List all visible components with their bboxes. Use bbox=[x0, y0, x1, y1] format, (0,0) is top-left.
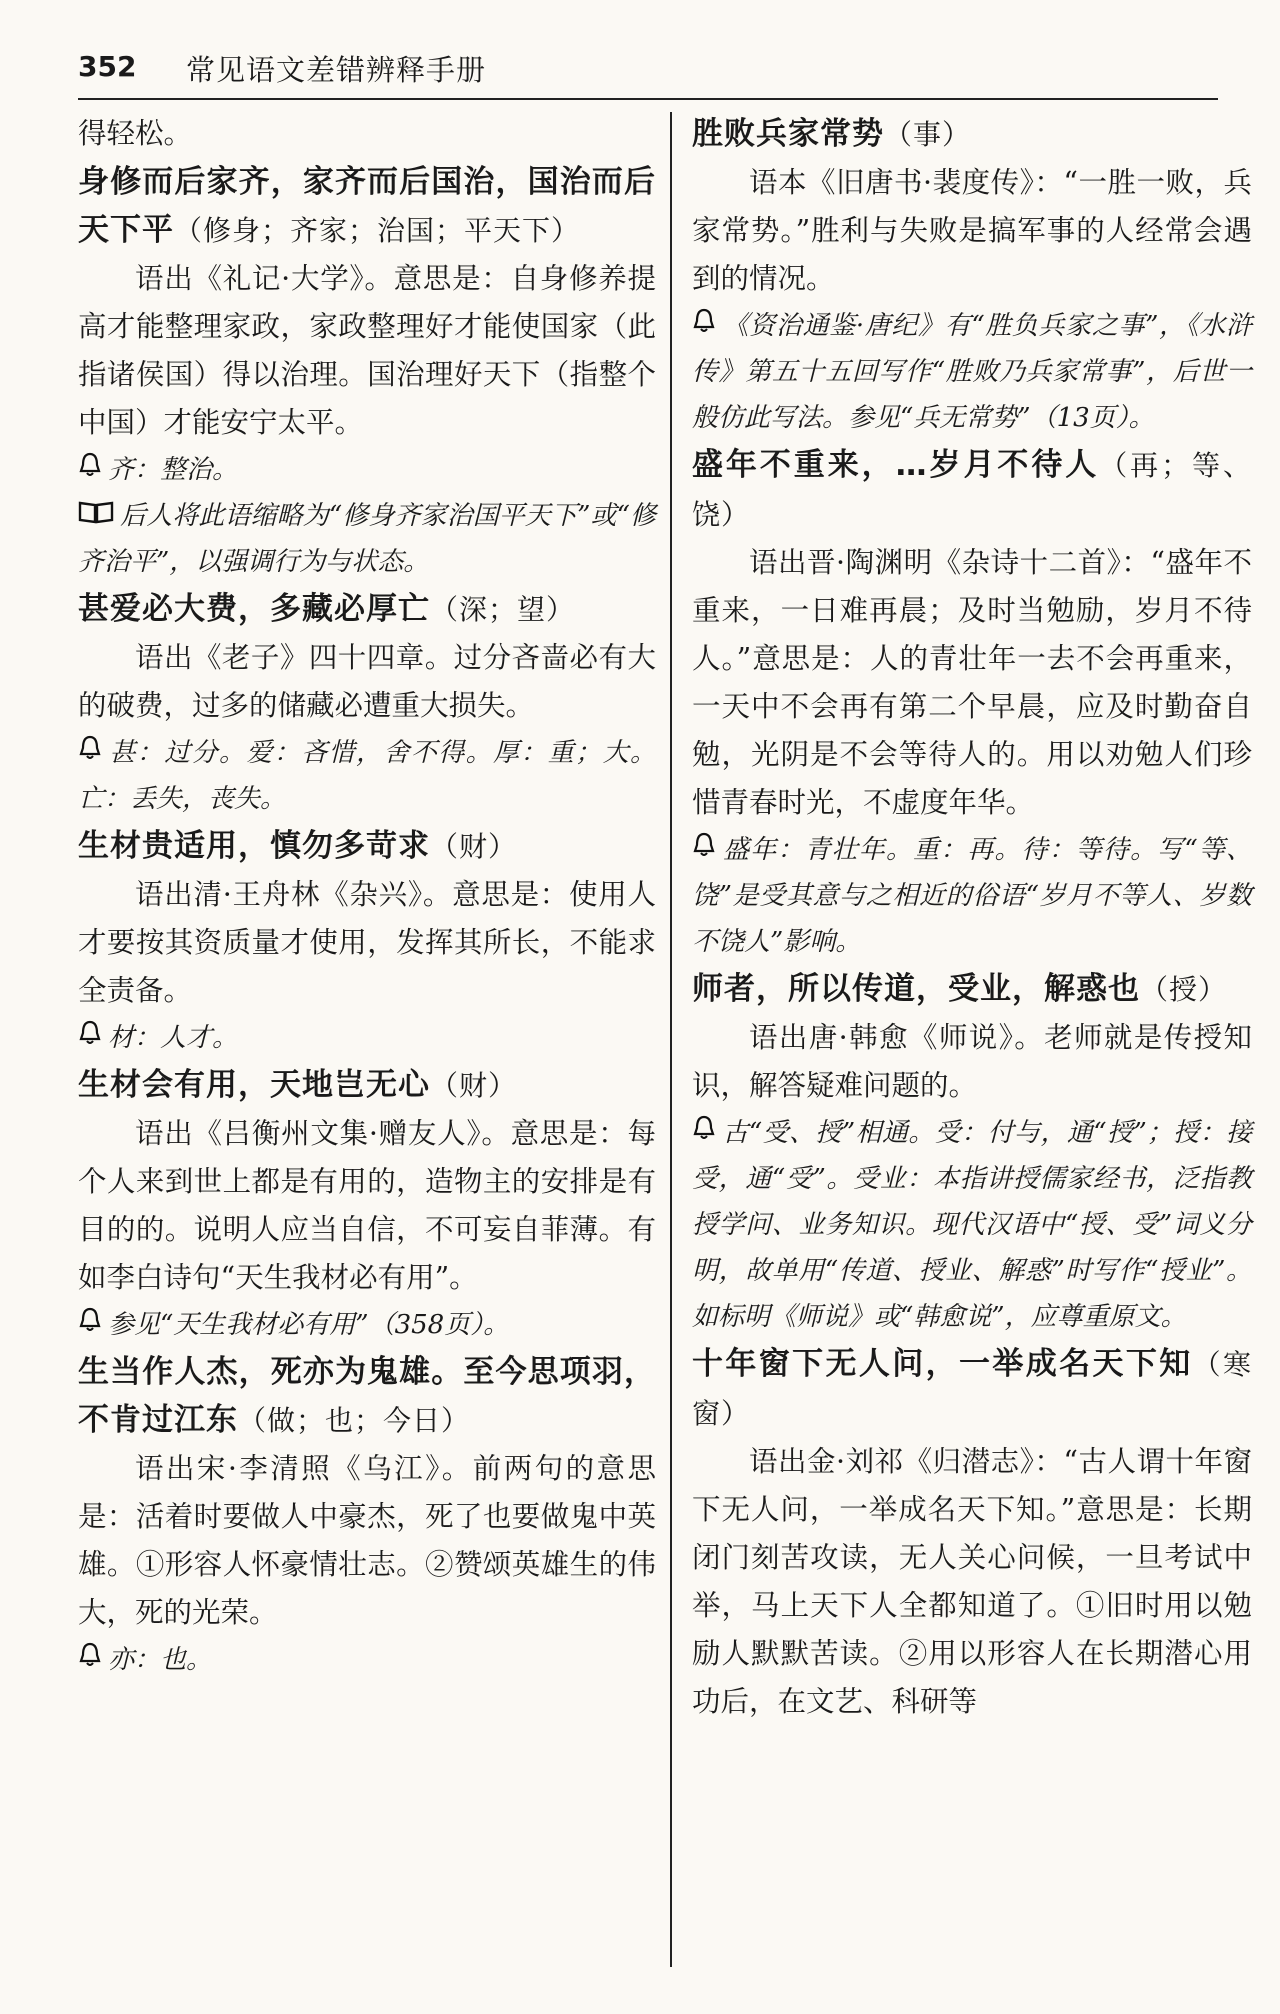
note-paragraph bbox=[78, 447, 656, 493]
right-column bbox=[692, 110, 1252, 1726]
bell-icon bbox=[692, 1110, 716, 1156]
note-text: 齐：整治。 bbox=[108, 455, 239, 485]
entry-title: 生当作人杰，死亦为鬼雄。至今思项羽，不肯过江东 bbox=[78, 1354, 656, 1438]
entry-correction-tag: （寒窗） bbox=[692, 1348, 1252, 1430]
bell-icon bbox=[78, 447, 102, 493]
body-paragraph: 语出晋·陶渊明《杂诗十二首》：“盛年不重来，一日难再晨；及时当勉励，岁月不待人。”意思是：人的青壮年一去不会再重来，一天中不会再有第二个早晨，应及时勤奋自勉，光阴是不会等待人的。用以劝勉人们珍惜青春时光，不虚度年华。 bbox=[692, 546, 1252, 819]
note-text: 参见“天生我材必有用”（358页）。 bbox=[108, 1310, 510, 1340]
body-paragraph: 语出《礼记·大学》。意思是：自身修养提高才能整理家政，家政整理好才能使国家（此指诸侯国）得以治理。国治理好天下（指整个中国）才能安宁太平。 bbox=[78, 262, 656, 439]
entry-correction-tag: （修身；齐家；治国；平天下） bbox=[174, 214, 581, 247]
body-paragraph: 语出《吕衡州文集·赠友人》。意思是：每个人来到世上都是有用的，造物主的安排是有目的的。说明人应当自信，不可妄自菲薄。有如李白诗句“天生我材必有用”。 bbox=[78, 1117, 656, 1294]
note-text: 后人将此语缩略为“修身齐家治国平天下”或“修齐治平”，以强调行为与状态。 bbox=[78, 501, 656, 577]
bell-icon bbox=[78, 1015, 102, 1061]
note-paragraph bbox=[78, 1637, 656, 1683]
note-paragraph bbox=[78, 730, 656, 822]
body-paragraph: 得轻松。 bbox=[78, 117, 193, 150]
entry-correction-tag: （深；望） bbox=[430, 593, 576, 626]
bell-icon bbox=[78, 730, 102, 776]
entry-title: 生材贵适用，慎勿多苛求 bbox=[78, 828, 430, 864]
entry-title: 师者，所以传道，受业，解惑也 bbox=[692, 971, 1140, 1007]
note-paragraph bbox=[692, 303, 1252, 441]
entry-title: 甚爱必大费，多藏必厚亡 bbox=[78, 591, 430, 627]
body-paragraph: 语出唐·韩愈《师说》。老师就是传授知识，解答疑难问题的。 bbox=[692, 1021, 1252, 1102]
body-paragraph: 语出宋·李清照《乌江》。前两句的意思是：活着时要做人中豪杰，死了也要做鬼中英雄。①形容人怀豪情壮志。②赞颂英雄生的伟大，死的光荣。 bbox=[78, 1452, 656, 1629]
note-text: 古“受、授”相通。受：付与，通“授”；授：接受，通“受”。受业：本指讲授儒家经书，泛指教授学问、业务知识。现代汉语中“授、受”词义分明，故单用“传道、授业、解惑”时写作“授业”。如标明《师说》或“韩愈说”，应尊重原文。 bbox=[692, 1118, 1252, 1332]
bell-icon bbox=[692, 303, 716, 349]
entry-title: 十年窗下无人问，一举成名天下知 bbox=[692, 1346, 1193, 1382]
page-header bbox=[78, 48, 1218, 100]
entry-correction-tag: （授） bbox=[1140, 973, 1228, 1006]
entry-heading bbox=[78, 1348, 656, 1445]
note-text: 亦：也。 bbox=[108, 1645, 213, 1675]
open-book-icon bbox=[78, 493, 114, 539]
bell-icon bbox=[78, 1302, 102, 1348]
bell-icon bbox=[692, 827, 716, 873]
entry-heading bbox=[692, 110, 1252, 159]
page-number: 352 bbox=[78, 50, 137, 83]
entry-correction-tag: （做；也；今日） bbox=[238, 1404, 471, 1437]
bell-icon bbox=[78, 1637, 102, 1683]
entry-title: 身修而后家齐，家齐而后国治，国治而后天下平 bbox=[78, 164, 656, 248]
book-title: 常见语文差错辨释手册 bbox=[186, 53, 487, 87]
note-text: 盛年：青壮年。重：再。待：等待。写“等、饶”是受其意与之相近的俗语“岁月不等人、岁数不饶人”影响。 bbox=[692, 835, 1252, 957]
left-column bbox=[78, 110, 656, 1683]
entry-heading bbox=[692, 965, 1252, 1014]
entry-correction-tag: （事） bbox=[884, 118, 972, 151]
note-paragraph bbox=[692, 827, 1252, 965]
entry-heading bbox=[78, 158, 656, 255]
entry-heading bbox=[78, 1061, 656, 1110]
body-paragraph: 语出清·王舟林《杂兴》。意思是：使用人才要按其资质量才使用，发挥其所长，不能求全责备。 bbox=[78, 878, 656, 1007]
entry-title: 盛年不重来，…岁月不待人 bbox=[692, 447, 1100, 483]
entry-heading bbox=[692, 1340, 1252, 1438]
note-paragraph bbox=[692, 1110, 1252, 1340]
note-text: 《资治通鉴·唐纪》有“胜负兵家之事”，《水浒传》第五十五回写作“胜败乃兵家常事”，后世一般仿此写法。参见“兵无常势”（13页）。 bbox=[692, 311, 1252, 433]
entry-title: 生材会有用，天地岂无心 bbox=[78, 1067, 430, 1103]
note-paragraph bbox=[78, 1015, 656, 1061]
entry-title: 胜败兵家常势 bbox=[692, 116, 884, 152]
entry-heading bbox=[692, 441, 1252, 539]
entry-correction-tag: （再；等、饶） bbox=[692, 449, 1252, 531]
entry-correction-tag: （财） bbox=[430, 830, 518, 863]
note-paragraph bbox=[78, 1302, 656, 1348]
note-text: 甚：过分。爱：吝惜，舍不得。厚：重；大。亡：丢失，丧失。 bbox=[78, 738, 656, 814]
column-divider bbox=[670, 112, 672, 1967]
entry-heading bbox=[78, 585, 656, 634]
body-paragraph: 语出《老子》四十四章。过分吝啬必有大的破费，过多的储藏必遭重大损失。 bbox=[78, 641, 656, 722]
body-paragraph: 语出金·刘祁《归潜志》：“古人谓十年窗下无人问，一举成名天下知。”意思是：长期闭门刻苦攻读，无人关心问候，一旦考试中举，马上天下人全都知道了。①旧时用以勉励人默默苦读。②用以形容人在长期潜心用功后，在文艺、科研等 bbox=[692, 1445, 1252, 1718]
body-paragraph: 语本《旧唐书·裴度传》：“一胜一败，兵家常势。”胜利与失败是搞军事的人经常会遇到的情况。 bbox=[692, 166, 1252, 295]
note-text: 材：人才。 bbox=[108, 1023, 239, 1053]
entry-correction-tag: （财） bbox=[430, 1069, 518, 1102]
note-paragraph bbox=[78, 493, 656, 585]
entry-heading bbox=[78, 822, 656, 871]
